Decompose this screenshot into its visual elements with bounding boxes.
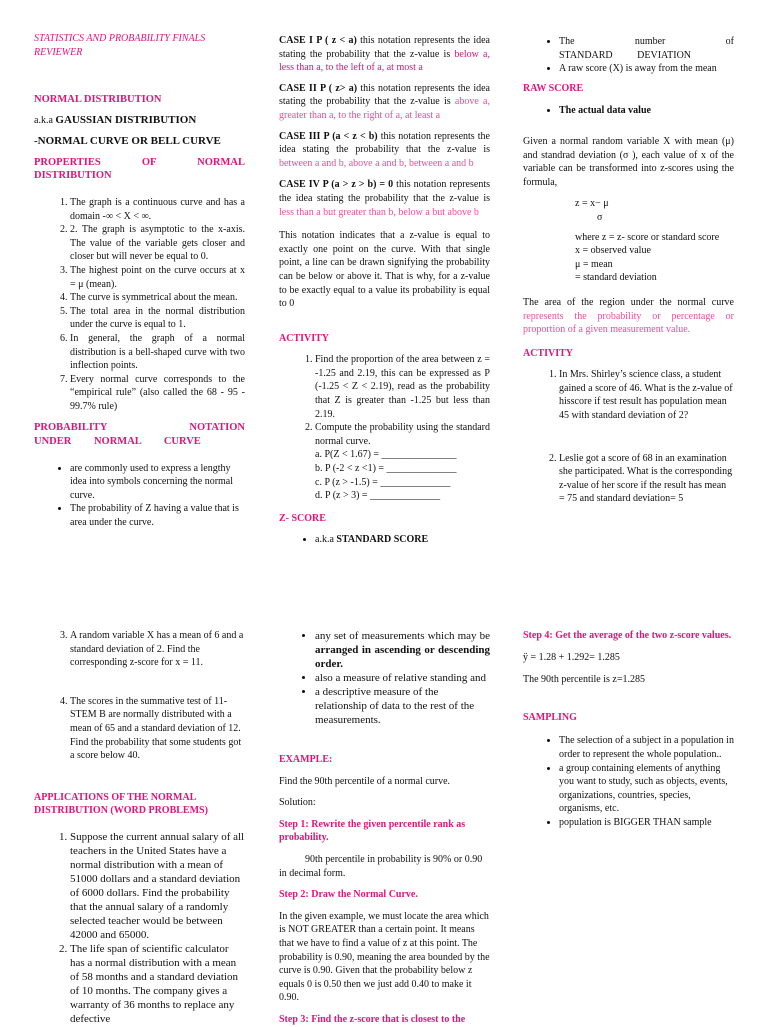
bullet-bold: arranged in ascending or descending order. — [315, 644, 490, 670]
properties-heading: PROPERTIES OF NORMAL DISTRIBUTION — [34, 156, 245, 182]
normal-distribution-heading: NORMAL DISTRIBUTION — [34, 94, 162, 105]
list-item: • A raw score (X) is away from the mean — [559, 62, 734, 76]
page-bottom — [0, 512, 768, 1024]
zscore-bold: STANDARD SCORE — [336, 534, 429, 546]
list-item: 2. Compute the probability using the standard normal curve. — [315, 421, 490, 448]
column-3 — [523, 35, 734, 506]
list-item: • also a measure of relative standing and — [315, 671, 490, 685]
list-item: • are commonly used to express a lengthy idea into symbols concerning the normal curve. — [70, 462, 245, 503]
list-item: 3. A random variable X has a mean of 6 and a standard deviation of 2. Find the corresponding z-score for x = 11. — [70, 629, 245, 670]
case-text: this notation represents the idea stating the probability that the z-value is — [279, 82, 490, 108]
list-item: • The selection of a subject in a population in order to represent the whole population.. — [559, 734, 734, 761]
step-2-heading: Step 2: Draw the Normal Curve. — [279, 889, 418, 901]
list-item: 1. In Mrs. Shirley’s science class, a student gained a score of 46. What is the z-value of hisscore if test result has population mean 45 with standard deviation of 2? — [559, 368, 734, 422]
column-1 — [34, 32, 245, 530]
applications-list — [34, 830, 245, 1026]
column-2-bottom — [279, 629, 490, 1027]
area-text — [523, 296, 734, 337]
case-text: this notation represents the idea stating the probability that the z-value is — [279, 130, 490, 156]
case-4 — [279, 178, 490, 219]
activity-sub-item: d. P (z > 3) = ______________ — [315, 490, 441, 502]
curve-line: -NORMAL CURVE OR BELL CURVE — [34, 135, 221, 148]
average-line: ÿ = 1.28 + 1.292= 1.285 — [523, 651, 620, 663]
formula-intro: Given a normal random variable X with mean (μ) and standrad deviation (σ ), each value of x of the variable can be transformed into z-scores using the formula, — [523, 135, 734, 188]
step-1-text: 90th percentile in probability is 90% or 0.90 in decimal form. — [279, 853, 483, 879]
list-item: 1. The graph is a continuous curve and has a domain -∞ < X < ∞. — [70, 196, 245, 223]
result-line: The 90th percentile is z=1.285 — [523, 674, 645, 686]
case-pink-text: less than a but greater than b, below a but above b — [279, 206, 479, 218]
activity-heading: ACTIVITY — [279, 332, 330, 344]
list-item: 6. In general, the graph of a normal distribution is a bell-shaped curve with two inflection points. — [70, 332, 245, 373]
list-item: 4. The scores in the summative test of 11-STEM B are normally distributed with a mean of 65 and a standard deviation of 12. Find the probability that some students got a score below 40. — [70, 695, 245, 763]
list-item — [315, 629, 490, 671]
solution-label: Solution: — [279, 797, 316, 809]
case-2 — [279, 82, 490, 123]
list-item: 1. Suppose the current annual salary of all teachers in the United States have a normal distribution with a mean of 51000 dollars and a standard deviation of 6000 dollars. Find the probability that the annual salary of a randomly selected teacher would be between 42000 and 65000. — [70, 830, 245, 942]
activity-list-2 — [523, 368, 734, 506]
list-item: • a group containing elements of anything you want to study, such as objects, events, organizations, countries, species, organisms, etc. — [559, 762, 734, 816]
list-item: 3. The highest point on the curve occurs at x = μ (mean). — [70, 264, 245, 291]
case-1 — [279, 34, 490, 75]
aka-line — [34, 114, 245, 128]
list-item: 5. The total area in the normal distribution under the curve is equal to 1. — [70, 305, 245, 332]
example-text: Find the 90th percentile of a normal curve. — [279, 775, 451, 787]
percentile-list — [279, 629, 490, 727]
list-item: • a descriptive measure of the relationship of data to the rest of the measurements. — [315, 685, 490, 727]
step-1-heading: Step 1: Rewrite the given percentile rank as probability. — [279, 818, 466, 844]
zscore-prefix: a.k.a — [315, 534, 337, 546]
deviation-list — [523, 35, 734, 76]
case-text: this notation represents the idea stating the probability that the z-value is — [279, 35, 490, 60]
raw-score-heading: RAW SCORE — [523, 82, 584, 94]
formula-numerator: z = x− μ — [575, 198, 609, 210]
case-label: CASE II P ( z> a) — [279, 82, 358, 94]
case-3 — [279, 130, 490, 171]
list-item: 2. The life span of scientific calculator has a normal distribution with a mean of 58 months and a standard deviation of 10 months. The company gives a warranty of 36 months to replace any defective — [70, 942, 245, 1026]
zscore-heading: Z- SCORE — [279, 512, 326, 524]
legend-line: where z = z- score or standard score — [575, 231, 720, 243]
list-item: • population is BIGGER THAN sample — [559, 816, 734, 830]
area-plain: The area of the region under the normal curve — [523, 296, 734, 308]
case-label: CASE IV P (a > z > b) = 0 — [279, 179, 394, 191]
legend-line: x = observed value — [575, 245, 651, 257]
step-4-heading: Step 4: Get the average of the two z-score values. — [523, 630, 732, 641]
legend-line: = standard deviation — [575, 272, 657, 284]
area-pink: represents the probability or percentage or proportion of a given measurement value. — [523, 310, 734, 336]
list-item: 2. Leslie got a score of 68 in an examination she participated. What is the corresponding z-value of her score if the result has mean = 75 and standard deviation= 5 — [559, 452, 734, 506]
list-item: • The probability of Z having a value that is area under the curve. — [70, 502, 245, 529]
step-2-text: In the given example, we must locate the area which is NOT GREATER than a certain point. It means that we have to find a value of z at this point. The probability is 0.90, meaning the area bounded by the curve is 0.90. Given that the probability below z equals 0 is 0.50 then we just add 0.40 to make it 0.90. — [279, 910, 490, 1004]
sampling-list — [523, 734, 734, 829]
list-item: • The number of STANDARD DEVIATION — [559, 35, 734, 62]
list-item: 4. The curve is symmetrical about the mean. — [70, 291, 245, 305]
column-3-bottom — [523, 629, 734, 830]
bullet-text: any set of measurements which may be — [315, 630, 490, 642]
activity-heading-2: ACTIVITY — [523, 347, 574, 359]
applications-heading: APPLICATIONS OF THE NORMAL DISTRIBUTION (WORD PROBLEMS) — [34, 791, 208, 817]
list-item: 7. Every normal curve corresponds to the “empirical rule” (also called the 68 - 95 - 99.7% rule) — [70, 373, 245, 414]
activity-sub-item: c. P (z > -1.5) = ______________ — [315, 476, 451, 488]
case-pink-text: between a and b, above a and b, between a and b — [279, 157, 474, 169]
case-label: CASE I P ( z < a) — [279, 35, 357, 46]
problem-list — [34, 629, 245, 763]
case-text: this notation represents the idea stating the probability that the z-value is — [279, 179, 490, 204]
aka-prefix: a.k.a — [34, 114, 56, 126]
list-item: • The actual data value — [559, 104, 734, 118]
legend-line: μ = mean — [575, 258, 613, 270]
list-item: 2. 2. The graph is asymptotic to the x-axis. The value of the variable gets closer and closer but will never be equal to 0. — [70, 223, 245, 264]
notation-heading: PROBABILITY NOTATION UNDER NORMAL CURVE — [34, 422, 245, 448]
step-3-heading: Step 3: Find the z-score that is closest to the — [279, 1013, 466, 1025]
case-label: CASE III P (a < z < b) — [279, 130, 378, 142]
activity-sub-item: b. P (-2 < z <1) = ______________ — [315, 463, 457, 475]
example-heading: EXAMPLE: — [279, 754, 333, 765]
column-2 — [279, 34, 490, 547]
activity-sub-list — [315, 448, 490, 502]
activity-list — [279, 353, 490, 448]
document-title: STATISTICS AND PROBABILITY FINALS REVIEWER — [34, 33, 206, 58]
formula-denominator: σ — [597, 211, 603, 223]
activity-sub-item: a. P(Z < 1.67) = _______________ — [315, 449, 457, 461]
case-pink-text: below a, less than a, to the left of a, at most a — [279, 48, 490, 74]
column-1-bottom — [34, 629, 245, 1026]
case-pink-text: above a, greater than a, to the right of a, at least a — [279, 96, 490, 121]
formula-legend — [575, 231, 734, 285]
raw-score-list — [523, 104, 734, 118]
properties-list — [34, 196, 245, 414]
sampling-heading: SAMPLING — [523, 711, 577, 723]
notation-note: This notation indicates that a z-value is equal to exactly one point on the curve. With that single point, a line can be drawn signifying the probability can be below or above it. That is why, for a z-value to be exactly equal to a value its probability is equal to 0 — [279, 230, 490, 310]
list-item: 1. Find the proportion of the area between z = -1.25 and 2.19, this can be expressed as P (-1.25 < Z < 2.19), read as the probability that Z is greater than -1.25 but less than 2.19. — [315, 353, 490, 421]
aka-bold: GAUSSIAN DISTRIBUTION — [55, 113, 197, 126]
